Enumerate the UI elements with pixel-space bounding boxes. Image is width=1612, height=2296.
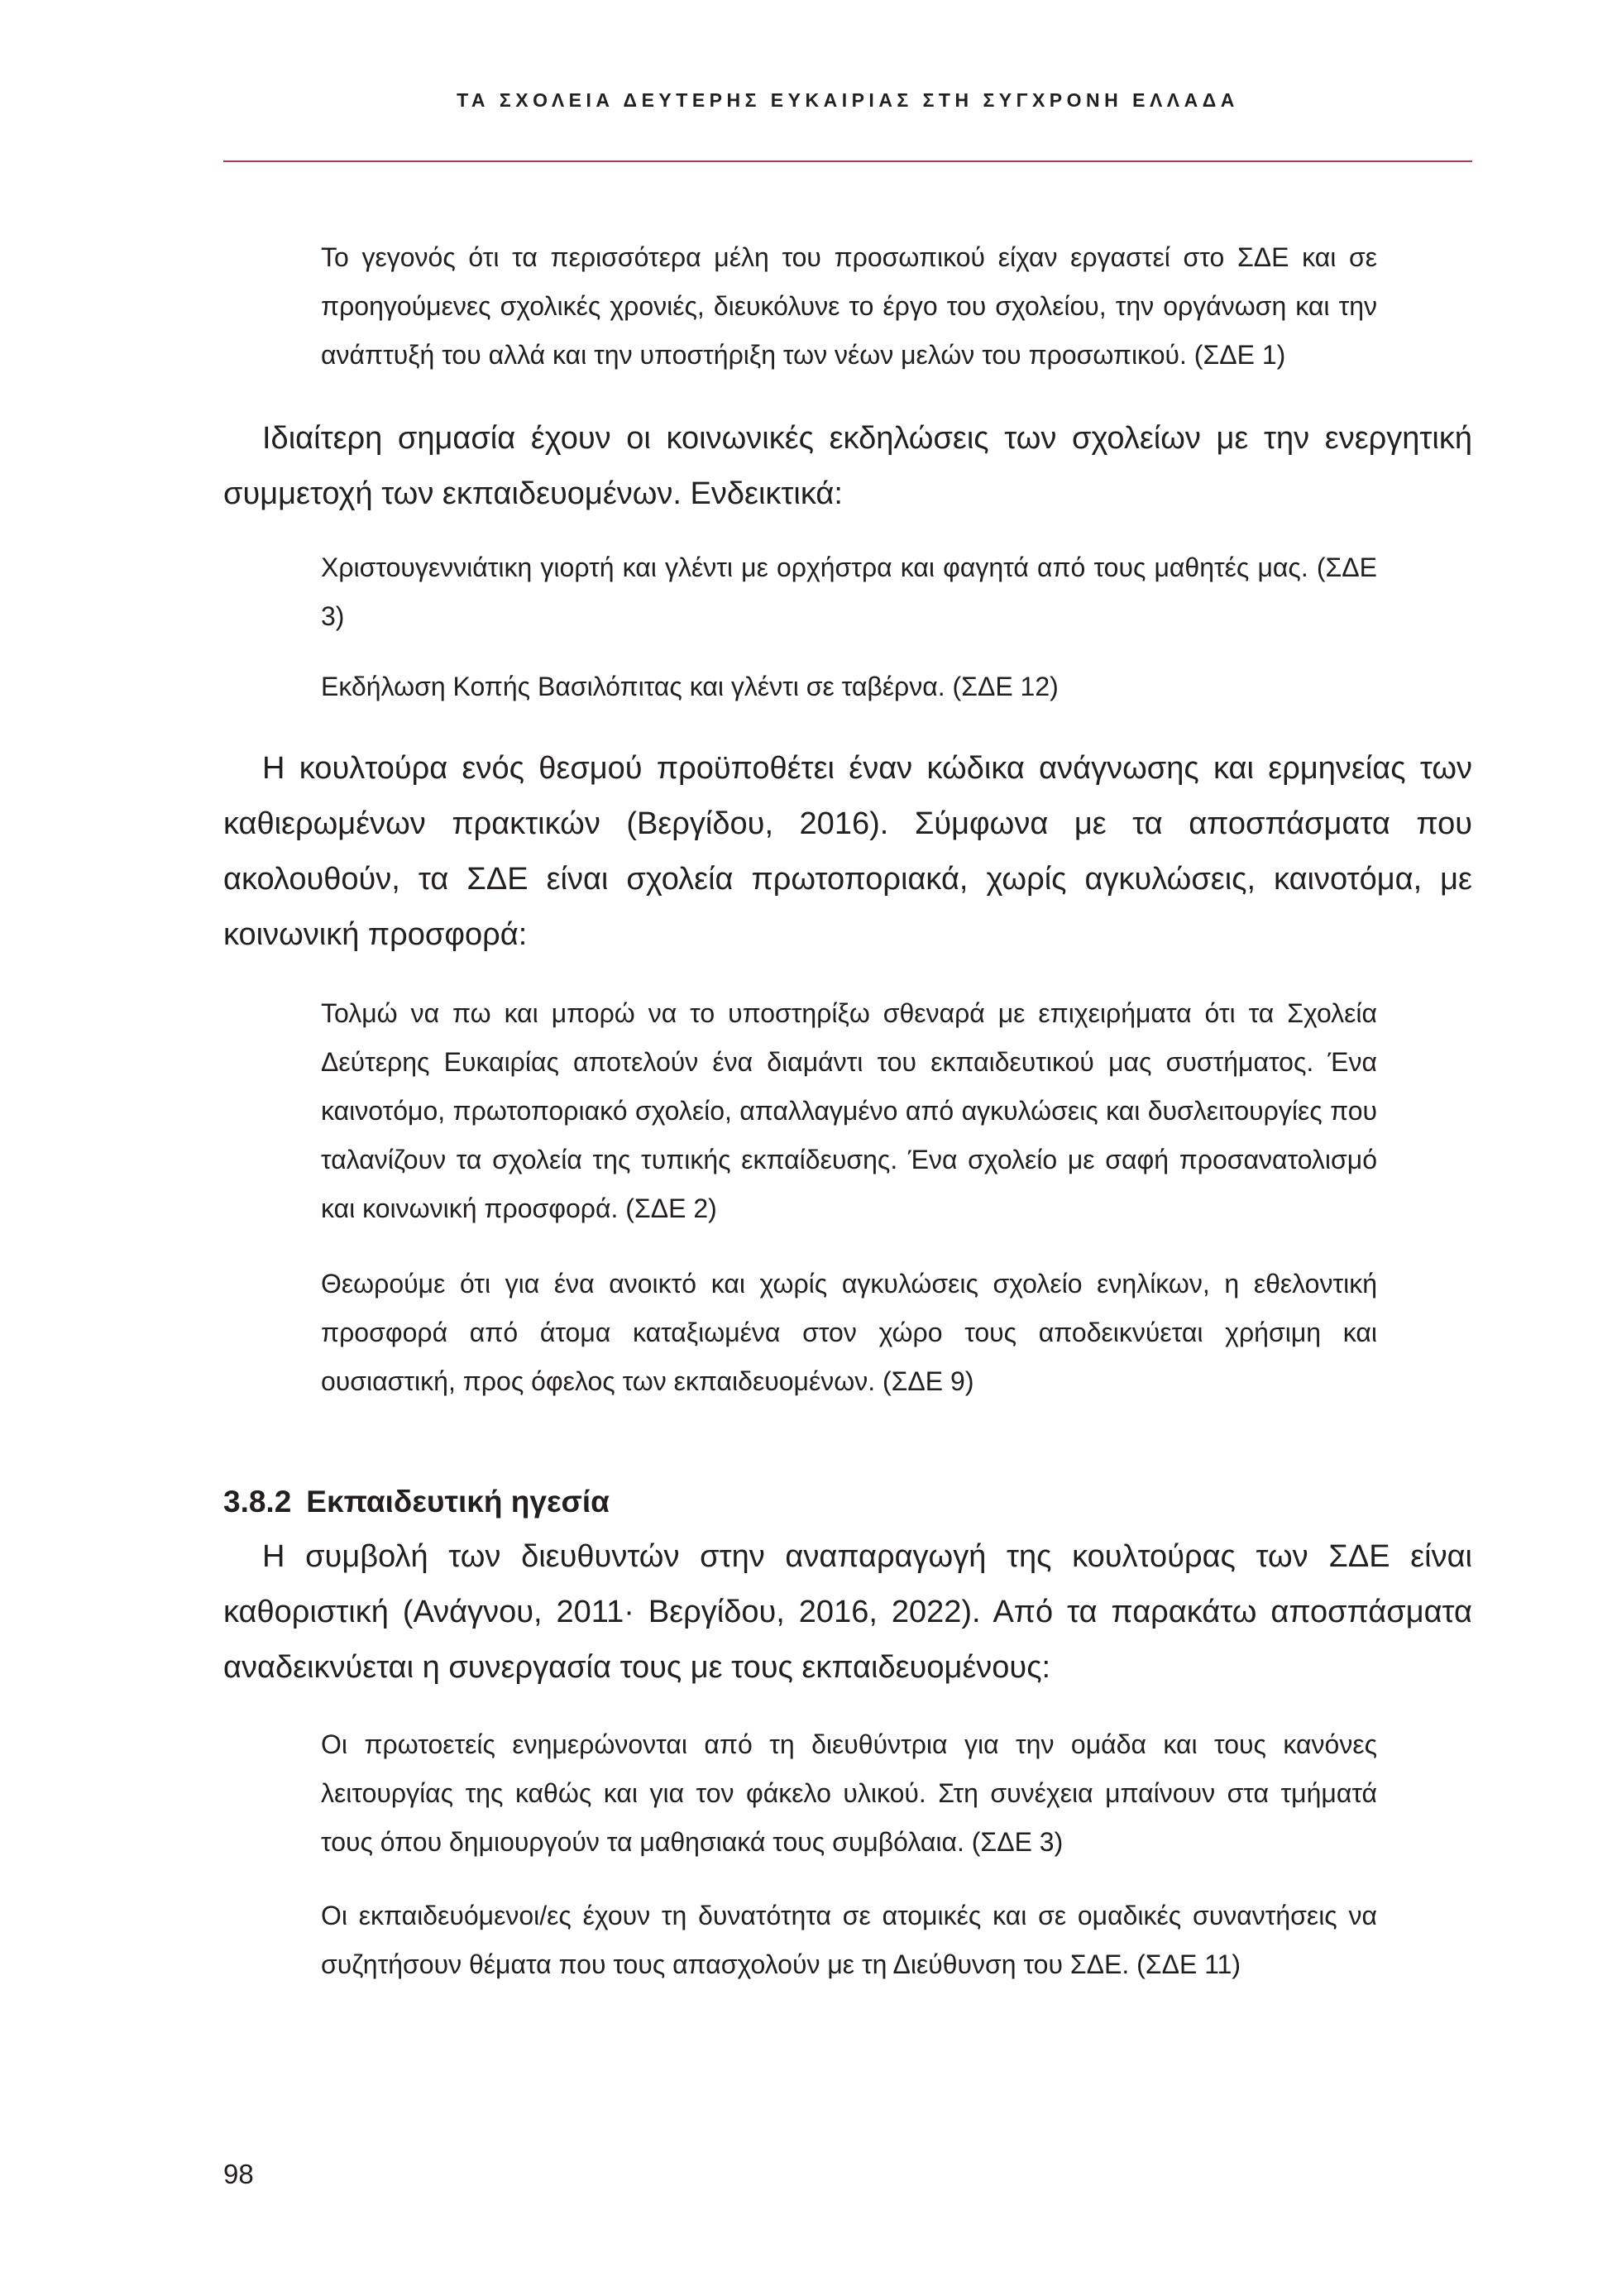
- running-header: ΤΑ ΣΧΟΛΕΙΑ ΔΕΥΤΕΡΗΣ ΕΥΚΑΙΡΙΑΣ ΣΤΗ ΣΥΓΧΡΟΝΗ ΕΛΛΑΔΑ: [457, 89, 1239, 111]
- section-number: 3.8.2: [223, 1485, 292, 1519]
- quote-block: Οι πρωτοετείς ενημερώνονται από τη διευθύντρια για την ομάδα και τους κανόνες λειτουργίας της καθώς και για τον φάκελο υλικού. Στη συνέχεια μπαίνουν στα τμήματά τους όπου δημιουργούν τα μαθησιακά τους συμβόλαια. (ΣΔΕ 3): [321, 1729, 1377, 1857]
- body-paragraph: Η συμβολή των διευθυντών στην αναπαραγωγή της κουλτούρας των ΣΔΕ είναι καθοριστική (Ανάγνου, 2011· Βεργίδου, 2016, 2022). Από τα παρακάτω αποσπάσματα αναδεικνύεται η συνεργασία τους με τους εκπαιδευομένους:: [223, 1539, 1472, 1685]
- section-title: Εκπαιδευτική ηγεσία: [306, 1485, 610, 1519]
- quote-block: Εκδήλωση Κοπής Βασιλόπιτας και γλέντι σε ταβέρνα. (ΣΔΕ 12): [321, 672, 1059, 701]
- quote-block: Το γεγονός ότι τα περισσότερα μέλη του προσωπικού είχαν εργαστεί στο ΣΔΕ και σε προηγούμενες σχολικές χρονιές, διευκόλυνε το έργο του σχολείου, την οργάνωση και την ανάπτυξή του αλλά και την υποστήριξη των νέων μελών του προσωπικού. (ΣΔΕ 1): [321, 242, 1377, 370]
- header-rule: [223, 160, 1472, 162]
- quote-block: Θεωρούμε ότι για ένα ανοικτό και χωρίς αγκυλώσεις σχολείο ενηλίκων, η εθελοντική προσφορά από άτομα καταξιωμένα στον χώρο τους αποδεικνύεται χρήσιμη και ουσιαστική, προς όφελος των εκπαιδευομένων. (ΣΔΕ 9): [321, 1269, 1377, 1396]
- page-number: 98: [223, 2159, 254, 2189]
- body-paragraph: Ιδιαίτερη σημασία έχουν οι κοινωνικές εκδηλώσεις των σχολείων με την ενεργητική συμμετοχή των εκπαιδευομένων. Ενδεικτικά:: [223, 421, 1472, 511]
- quote-block: Χριστουγεννιάτικη γιορτή και γλέντι με ορχήστρα και φαγητά από τους μαθητές μας. (ΣΔΕ 3): [321, 552, 1377, 631]
- quote-block: Τολμώ να πω και μπορώ να το υποστηρίξω σθεναρά με επιχειρήματα ότι τα Σχολεία Δεύτερης Ευκαιρίας αποτελούν ένα διαμάντι του εκπαιδευτικού μας συστήματος. Ένα καινοτόμο, πρωτοποριακό σχολείο, απαλλαγμένο από αγκυλώσεις και δυσλειτουργίες που ταλανίζουν τα σχολεία της τυπικής εκπαίδευσης. Ένα σχολείο με σαφή προσανατολισμό και κοινωνική προσφορά. (ΣΔΕ 2): [321, 998, 1377, 1223]
- body-paragraph: Η κουλτούρα ενός θεσμού προϋποθέτει έναν κώδικα ανάγνωσης και ερμηνείας των καθιερωμένων πρακτικών (Βεργίδου, 2016). Σύμφωνα με τα αποσπάσματα που ακολουθούν, τα ΣΔΕ είναι σχολεία πρωτοποριακά, χωρίς αγκυλώσεις, καινοτόμα, με κοινωνική προσφορά:: [223, 751, 1472, 952]
- page-content: [223, 233, 1472, 1989]
- quote-block: Οι εκπαιδευόμενοι/ες έχουν τη δυνατότητα σε ατομικές και σε ομαδικές συναντήσεις να συζητήσουν θέματα που τους απασχολούν με τη Διεύθυνση του ΣΔΕ. (ΣΔΕ 11): [321, 1901, 1377, 1979]
- section-heading: [223, 1474, 1472, 1529]
